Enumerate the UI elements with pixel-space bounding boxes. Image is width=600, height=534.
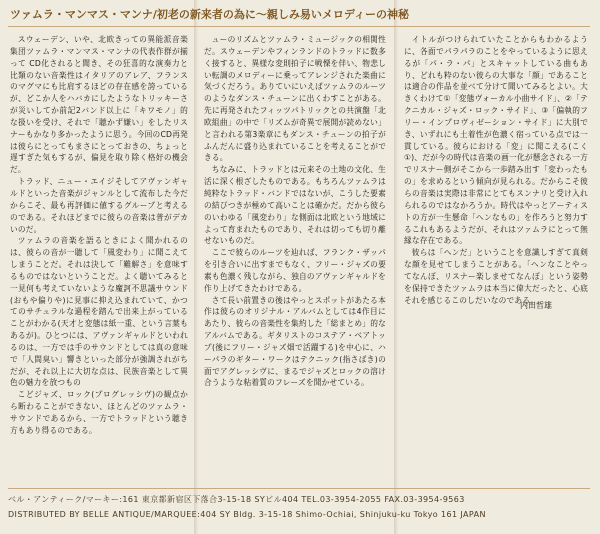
footer-address-en: DISTRIBUTED BY BELLE ANTIQUE/MARQUEE:404 SY Bldg. 3-15-18 Shimo-Ochiai, Shinjuku-ku Tokyo 161 JAPAN — [8, 510, 486, 519]
paragraph: イトルがつけられていたことからもわかるように、各面でパラパラのことをやっているように思えるが「パ・ラ・パ」とスキャットしている曲もあり、どれも粋のない彼らの大事な「顔」であることは適合の作品を並べて分けて聞いてみるとよい。大きくわけて①「変態ヴォーカル小曲サイド」、②「テクニカル・ジャズ・ロック・サイド」、③「偏執的フリー・インプロヴィゼーション・サイド」に大別でき、いずれにも土着性が色濃く宿っている点では一貫している。彼らにおける「変」に聞こえる(こく①)、だが今の時代は音楽の画一化が懸念される一方でリスナー側がそこから一歩踏み出す「変わったもの」を求めるという傾向が見られる。だからこそ彼らの音楽は実際は非常にとてもスンナリと受け入れられるのではなかろうか。時代はやっとアーティストの方が一生懸命「へンなもの」を作ろうと努力するこれもあるようだが、それはツァムラにとって無縁な存在である。 — [404, 35, 588, 246]
text-column-3 — [404, 34, 588, 305]
author-credit: 内田哲雄 — [520, 301, 552, 310]
paragraph: トラッド、ニュー・エイジそしてアヴァンギャルドといった音楽がジャンルとして流布した今だからこそ、最も再評価に値するグループと考えるのである。それほどまでに彼らの音楽は普がデカいのだ。 — [10, 177, 188, 234]
footer-rule — [8, 488, 590, 489]
text-column-2 — [204, 34, 386, 486]
paragraph: ツァムラの音楽を語るときによく聞かれるのは、彼らの音が一聴して「風変わり」に聞こえてしまうことだ。それは決して「難解さ」を意味するものではないということだ。よく聴いてみると一見何も考えていないような魔訶不思議サウンド(おもや偏りや)に見事に抑え込まれていて、かつてのサチュラルな過程を踏んで出来上がっていることがわかる(天才と変態は紙一重、という言葉もあるが)。ひとつには、アヴァンギャルドといわれるのは、一方では手のサウンドとしては真の意味で「人間臭い」響きといった部分が強調されがちだが、それ以上に大切な点は、民族音楽として異色の魅力を放つもの — [10, 236, 188, 388]
fold-crease — [194, 0, 200, 534]
paragraph: スウェーデン、いや、北欧きっての異能派音楽集団ツァムラ・マンマス・マンナの代表作群が揃って CD化されると聞き、その狂喜的な演奏力と比類のない音楽性はイタリアのアレア、フランスのマグマにも比肩するほどの存在感を誇っているが、どこか人をハバカにしたようなトリッキーさが災いしてか前記2バンド以上に「キワモノ」的な扱いを受け、それで「聴かず嫌い」をしたリスナーもかなり多かったように思う。今回のCD再発は彼らにとってもまさにとっておきの、ちょっと遅すぎた気もするが、偏見を取り除く格好の機会だ。 — [10, 35, 188, 175]
text-column-1 — [10, 34, 188, 486]
title-rule — [8, 26, 590, 27]
fold-crease — [394, 0, 400, 534]
paragraph: こどジャズ、ロック(プログレッシヴ)の観点から断わることができない、ほとんどのツァムラ・サウンドであるから、一方でトラッドという聴き方もあり得るのである。 — [10, 390, 188, 435]
paragraph: ここで彼らのルーツを辿れば、フランク・ザッパを引き合いに出すまでもなく、フリー・ジャズの要素も色濃く残しながら、独自のアヴァンギャルドを作り上げてきたわけである。 — [204, 248, 386, 293]
paragraph: ューのリズムとツァムラ・ミュージックの相関性だ。スウェーデンやフィンランドのトラッドに数多く接すると、異様な変則拍子に戦慄を伴い、物悲しい転調のメロディーに乗ってアレンジされた楽曲に気づくだろう。ありていにいえばツァムラのルーツのようなダンス・チューンに出くわすことがある。先に再発されたフィッツパトリックとの共演盤「北欧組曲」の中で「リズムが奇異で展開が読めない」と言われる第3楽章にもダンス・チューンの拍子がふんだんに盛り込まれていることを考えることができる。 — [204, 35, 386, 163]
paragraph: さて長い前置きの後はやっとスポットがあたる本作は彼らのオリジナル・アルバムとしては4作目にあたり、彼らの音楽性を集約した「総まとめ」的なアルバムである。ギタリストのコステア・ベアトップ(後にフリー・ジャズ畑で活躍する)を中心に、ハーパラのギター・ワークはテクニック(指さばき)の面でアグレッシヴに、まるでジャズとロックの溶け合うような粘着質のフレーズを聞かせている。 — [204, 295, 386, 388]
paragraph: 彼らは「ヘンだ」ということを意識しすぎて真剣な顔を見せてしまうことがある。「ヘンなことやってなんぼ、リスナー楽しませてなんぼ」という姿勢を保持できたツァムラは本当に偉大だったと、心底それを感じるこのしだいなのである。 — [404, 248, 588, 305]
footer-address-jp: ベル・アンティーク/マーキー:161 東京都新宿区下落合3-15-18 SYビル404 TEL.03-3954-2055 FAX.03-3954-9563 — [8, 495, 465, 504]
page-title: ツァムラ・マンマス・マンナ/初老の新来者の為に〜親しみ易いメロディーの神秘 — [10, 8, 410, 21]
paragraph: ちなみに、トラッドとは元来その土地の文化、生活に深く根ざしたものである。もちろんツァムラは純粋なトラッド・バンドではないが、こうした要素の結びつきが極めて高いことは確かだ。だから彼らのいわゆる「風変わり」な側面は北欧という地域によって育まれたものであり、それは切っても切り離せないものだ。 — [204, 165, 386, 246]
